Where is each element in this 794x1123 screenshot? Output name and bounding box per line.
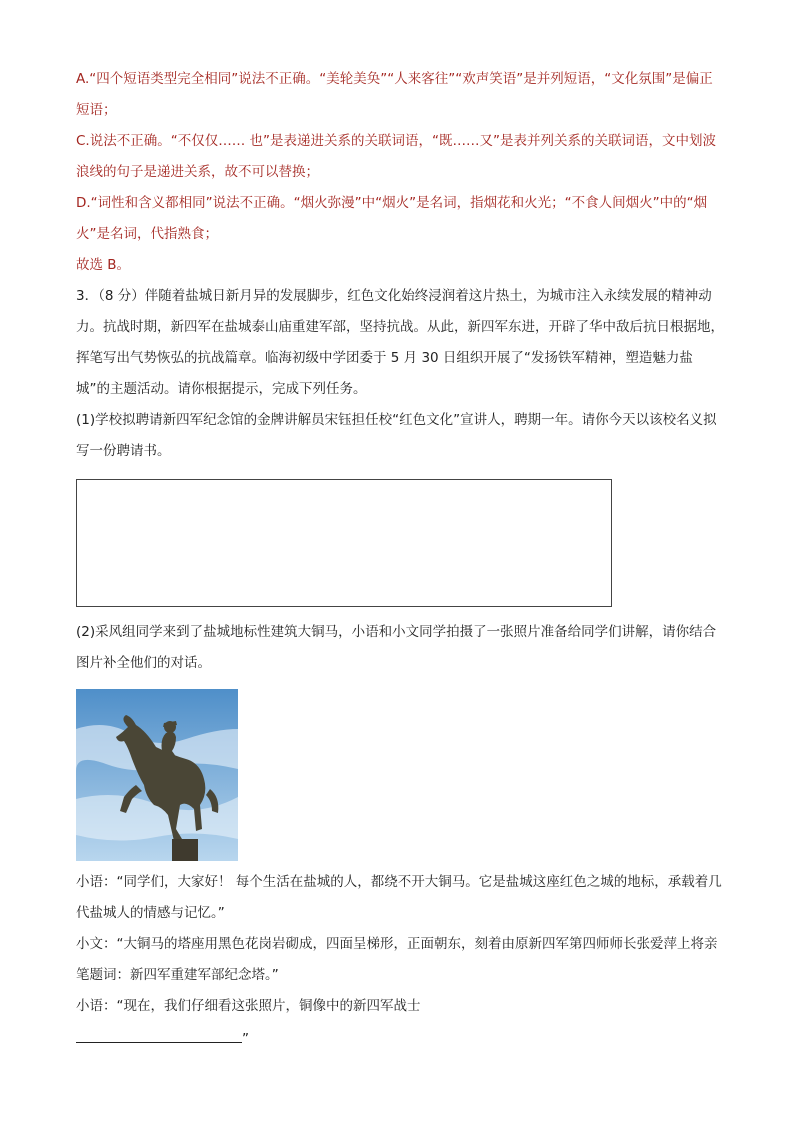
analysis-option-d: D.“词性和含义都相同”说法不正确。“烟火弥漫”中“烟火”是名词，指烟花和火光；“不食人间烟火”中的“烟火”是名词，代指熟食； xyxy=(76,195,708,242)
analysis-conclusion: 故选 B。 xyxy=(76,257,131,273)
question3-sub1: (1)学校拟聘请新四军纪念馆的金牌讲解员宋钰担任校“红色文化”宣讲人，聘期一年。请你今天以该校名义拟写一份聘请书。 xyxy=(76,412,717,459)
dialogue-xiaowen: 小文：“大铜马的塔座用黑色花岗岩砌成，四面呈梯形，正面朝东，刻着由原新四军第四师师长张爱萍上将亲笔题词：新四军重建军部纪念塔。” xyxy=(76,936,718,983)
dialogue-fill-blank-line xyxy=(76,1022,726,1055)
question3-sub2: (2)采风组同学来到了盐城地标性建筑大铜马，小语和小文同学拍摄了一张照片准备给同学们讲解，请你结合图片补全他们的对话。 xyxy=(76,624,717,671)
fill-blank[interactable] xyxy=(76,1022,242,1043)
bronze-horse-statue-photo xyxy=(76,689,238,861)
analysis-option-a: A.“四个短语类型完全相同”说法不正确。“美轮美奂”“人来客往”“欢声笑语”是并列短语，“文化氛围”是偏正短语； xyxy=(76,71,713,118)
closing-quote: ” xyxy=(242,1031,249,1047)
answer-box[interactable] xyxy=(76,479,612,607)
dialogue-xiaoyu-2: 小语：“现在，我们仔细看这张照片，铜像中的新四军战士 xyxy=(76,998,421,1014)
question3-stem: 3．（8 分）伴随着盐城日新月异的发展脚步，红色文化始终浸润着这片热土，为城市注入永续发展的精神动力。抗战时期，新四军在盐城泰山庙重建军部，坚持抗战。从此，新四军东进，开辟了华中敌后抗日根据地，挥笔写出气势恢弘的抗战篇章。临海初级中学团委于 5 月 30 日组织开展了“发扬铁军精神，塑造魅力盐城”的主题活动。请你根据提示，完成下列任务。 xyxy=(76,288,724,397)
document-body xyxy=(76,64,726,1055)
dialogue-xiaoyu-1: 小语：“同学们，大家好！ 每个生活在盐城的人，都绕不开大铜马。它是盐城这座红色之城的地标，承载着几代盐城人的情感与记忆。” xyxy=(76,874,722,921)
analysis-option-c: C.说法不正确。“不仅仅…… 也”是表递进关系的关联词语，“既……又”是表并列关系的关联词语，文中划波浪线的句子是递进关系，故不可以替换； xyxy=(76,133,716,180)
